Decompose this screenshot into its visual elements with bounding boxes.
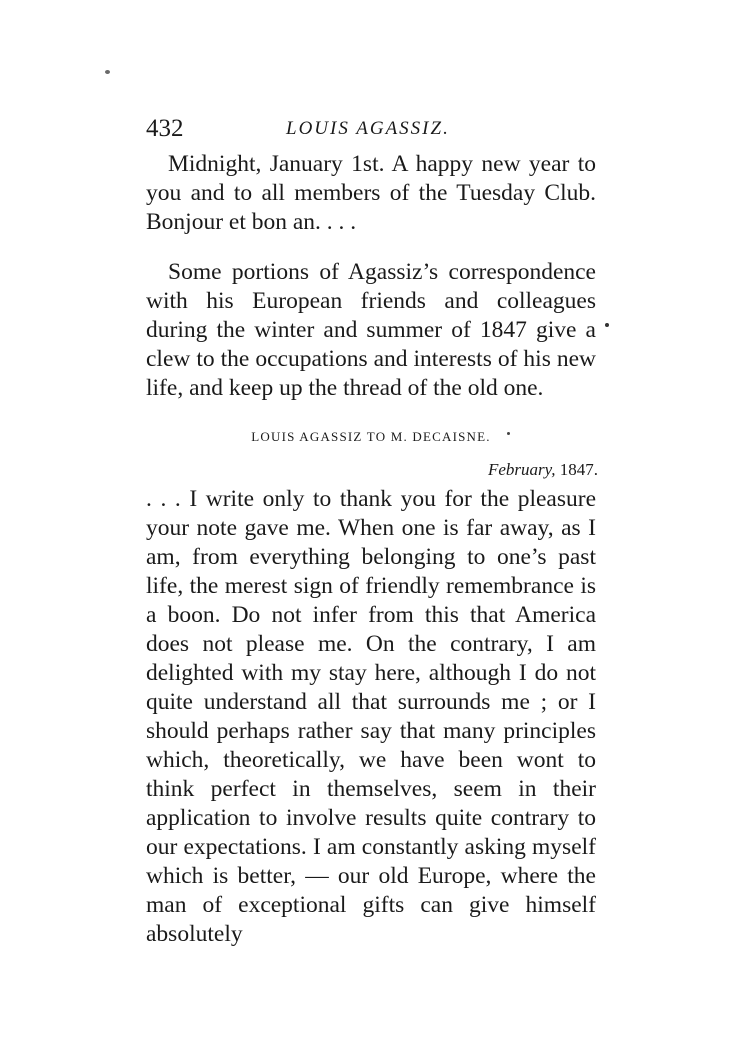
running-head [146, 112, 598, 146]
paragraph: Some portions of Agassiz’s correspondence with his European friends and colleagues during the winter and summer of 1847 give a clew to the occupations and interests of his new life, and keep up the thread of the old one. [146, 259, 596, 401]
letter-heading: LOUIS AGASSIZ TO M. DECAISNE. [251, 429, 491, 444]
paragraph: Midnight, January 1st. A happy new year to you and to all members of the Tuesday Club. Bonjour et bon an. . . . [146, 151, 596, 235]
page-number: 432 [146, 115, 184, 142]
running-title: LOUIS AGASSIZ. [286, 118, 450, 139]
ink-speck [105, 70, 110, 74]
letter-date-year: 1847. [559, 460, 598, 479]
letter-body: . . . I write only to thank you for the pleasure your note gave me. When one is far away, as I am, from everything belonging to one’s past life, the merest sign of friendly remembrance is a boon. Do not infer from this that America does not please me. On the contrary, I am delighted with my stay here, although I do not quite understand all that surrounds me ; or I should perhaps rather say that many principles which, theoretically, we have been wont to think perfect in themselves, seem in their application to involve results quite contrary to our expectations. I am constantly asking myself which is better, — our old Europe, where the man of exceptional gifts can give himself absolutely [146, 486, 596, 947]
ink-speck [605, 323, 609, 327]
letter-date [146, 458, 598, 482]
letter-date-month: February, [487, 460, 556, 479]
